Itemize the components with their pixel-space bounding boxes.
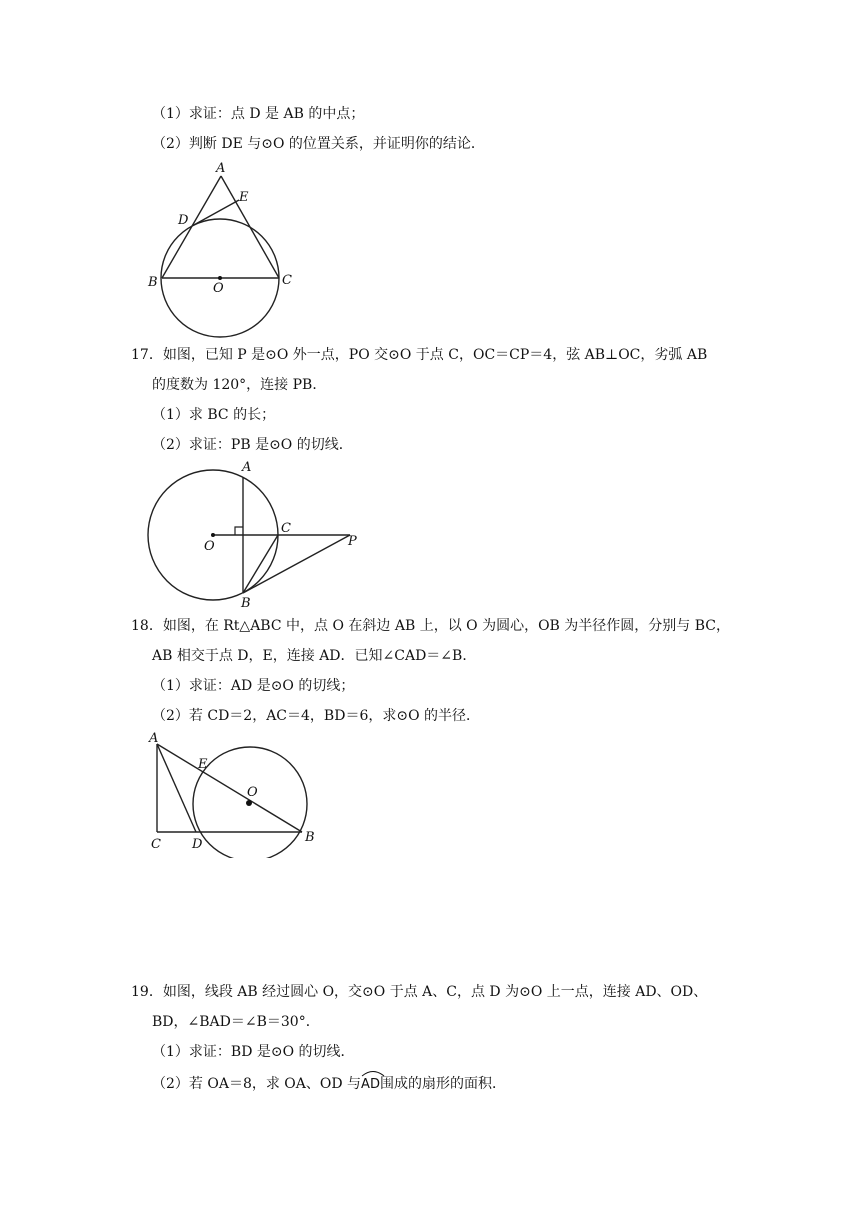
arc-ad-label: AD [361,1077,380,1092]
figure-18 [140,726,330,858]
q18-stem-line2: AB 相交于点 D，E，连接 AD．已知∠CAD＝∠B． [152,648,477,664]
label-E: E [198,757,208,772]
label-O: O [204,539,215,554]
label-O: O [247,785,258,800]
label-A: A [242,460,252,475]
q17-part1: （1）求 BC 的长； [152,407,276,423]
arc-icon [361,1069,385,1077]
q18-part2: （2）若 CD＝2，AC＝4，BD＝6，求⊙O 的半径． [152,708,481,724]
q17-part2: （2）求证：PB 是⊙O 的切线． [152,437,353,453]
label-B: B [241,596,251,610]
label-E: E [239,190,249,205]
label-B: B [148,275,158,290]
q19-stem-line1: 19．如图，线段 AB 经过圆心 O，交⊙O 于点 A、C，点 D 为⊙O 上一点，连接 AD、OD、 [131,984,708,1000]
figure-17 [140,458,370,610]
label-D: D [178,213,189,228]
label-O: O [213,281,224,296]
label-P: P [348,534,357,549]
q17-stem-line2: 的度数为 120°，连接 PB． [152,377,327,393]
label-A: A [216,161,226,176]
label-C: C [282,273,292,288]
label-B: B [305,830,315,845]
label-A: A [149,731,159,746]
q19-part2-suffix: 围成的扇形的面积． [379,1076,506,1092]
q19-part2-prefix: （2）若 OA＝8，求 OA、OD 与 [152,1076,362,1092]
q17-stem-line1: 17．如图，已知 P 是⊙O 外一点，PO 交⊙O 于点 C，OC＝CP＝4，弦 AB⊥OC，劣弧 AB [131,347,708,363]
q16-part2: （2）判断 DE 与⊙O 的位置关系，并证明你的结论． [152,136,485,152]
q18-part1: （1）求证：AD 是⊙O 的切线； [152,678,355,694]
label-D: D [192,837,203,852]
q16-part1: （1）求证：点 D 是 AB 的中点； [152,106,365,122]
figure-16 [140,158,310,340]
label-C: C [281,521,291,536]
q19-part2 [152,1074,506,1095]
q19-part1: （1）求证：BD 是⊙O 的切线． [152,1044,355,1060]
arc-ad-symbol [361,1074,380,1095]
q18-stem-line1: 18．如图，在 Rt△ABC 中，点 O 在斜边 AB 上，以 O 为圆心，OB 为半径作圆，分别与 BC， [131,618,730,634]
q19-stem-line2: BD，∠BAD＝∠B＝30°． [152,1014,320,1030]
label-C: C [151,837,161,852]
